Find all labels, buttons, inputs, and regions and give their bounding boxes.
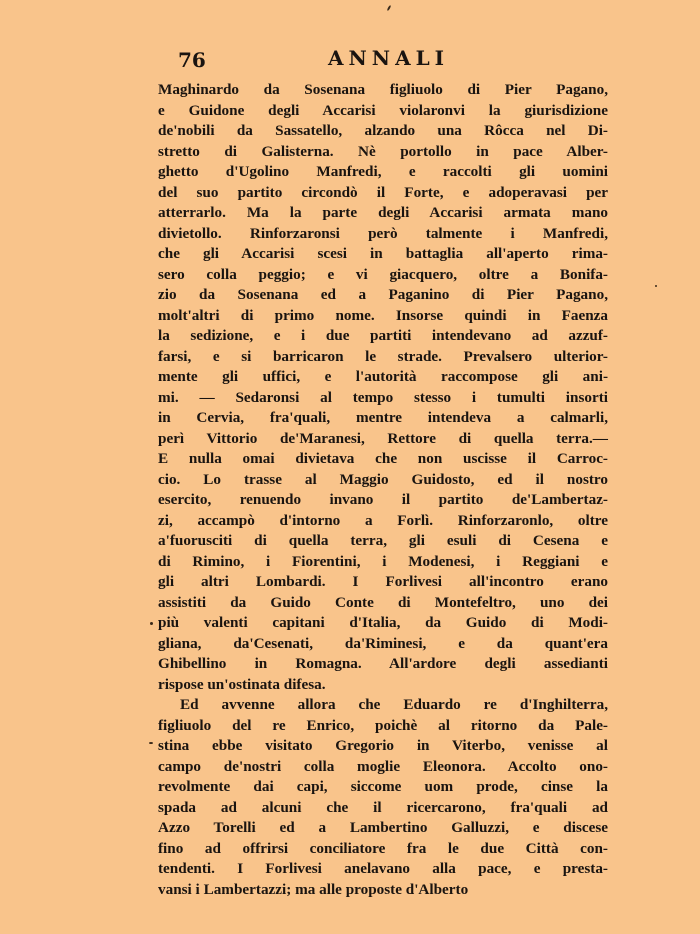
text-line: perì Vittorio de'Maranesi, Rettore di quella terra.— <box>158 429 608 447</box>
ink-speck <box>655 285 657 287</box>
ink-speck <box>149 742 153 744</box>
text-line: zio da Sosenana ed a Paganino di Pier Pagano, <box>158 286 608 303</box>
text-line: vansi i Lambertazzi; ma alle proposte d'Alberto <box>158 880 469 898</box>
text-line: figliuolo del re Enrico, poichè al ritorno da Pale- <box>158 716 608 734</box>
page-number: 76 <box>178 48 206 72</box>
text-line: in Cervia, fra'quali, mentre intendeva a calmarli, <box>158 409 608 426</box>
text-line: stretto di Galisterna. Nè portollo in pace Alber- <box>158 142 608 160</box>
text-line: più valenti capitani d'Italia, da Guido di Modi- <box>158 614 608 631</box>
text-line: Azzo Torelli ed a Lambertino Galluzzi, e discese <box>158 819 608 836</box>
text-line: campo de'nostri colla moglie Eleonora. Accolto ono- <box>158 757 608 775</box>
text-line: fino ad offrirsi conciliatore fra le due Città con- <box>158 839 608 857</box>
text-line: de'nobili da Sassatello, alzando una Rôcca nel Di- <box>158 122 608 139</box>
text-line: assistiti da Guido Conte di Montefeltro, uno dei <box>158 593 608 611</box>
body-text <box>158 80 608 900</box>
running-title: ANNALI <box>328 46 450 70</box>
text-line: divietollo. Rinforzaronsi però talmente i Manfredi, <box>158 224 608 242</box>
ink-speck <box>150 622 153 625</box>
text-line: Ghibellino in Romagna. All'ardore degli assedianti <box>158 655 608 672</box>
text-line: gliana, da'Cesenati, da'Riminesi, e da quant'era <box>158 634 608 652</box>
text-line: spada ad alcuni che il ricercarono, fra'quali ad <box>158 798 608 816</box>
text-line: Maghinardo da Sosenana figliuolo di Pier Pagano, <box>158 81 608 98</box>
text-line: sero colla peggio; e vi giacquero, oltre a Bonifa- <box>158 265 608 283</box>
text-line: revolmente dai capi, siccome uom prode, cinse la <box>158 778 608 795</box>
text-line: Ed avvenne allora che Eduardo re d'Inghilterra, <box>180 696 608 713</box>
ink-speck <box>387 5 392 11</box>
text-line: la sedizione, e i due partiti intendevano ad azzuf- <box>158 327 608 344</box>
text-line: mi. — Sedaronsi al tempo stesso i tumulti insorti <box>158 388 608 406</box>
page-header <box>158 44 608 74</box>
text-line: stina ebbe visitato Gregorio in Viterbo, venisse al <box>158 737 608 754</box>
text-line: farsi, e si barricaron le strade. Prevalsero ulterior- <box>158 347 608 365</box>
text-line: cio. Lo trasse al Maggio Guidosto, ed il nostro <box>158 470 608 488</box>
text-line: mente gli uffici, e l'autorità raccompose gli ani- <box>158 368 608 385</box>
text-line: a'fuorusciti di quella terra, gli esuli di Cesena e <box>158 532 608 549</box>
text-line: atterrarlo. Ma la parte degli Accarisi armata mano <box>158 204 608 221</box>
text-line: molt'altri di primo nome. Insorse quindi in Faenza <box>158 306 608 324</box>
text-line: rispose un'ostinata difesa. <box>158 675 326 693</box>
text-line: del suo partito circondò il Forte, e adoperavasi per <box>158 183 608 201</box>
text-line: E nulla omai divietava che non uscisse il Carroc- <box>158 450 608 467</box>
text-line: e Guidone degli Accarisi violaronvi la giurisdizione <box>158 101 608 119</box>
text-line: esercito, renuendo invano il partito de'Lambertaz- <box>158 491 608 508</box>
text-line: gli altri Lombardi. I Forlivesi all'incontro erano <box>158 573 608 590</box>
text-line: di Rimino, i Fiorentini, i Modenesi, i Reggiani e <box>158 552 608 570</box>
text-line: tendenti. I Forlivesi anelavano alla pace, e presta- <box>158 860 608 877</box>
text-line: zi, accampò d'intorno a Forlì. Rinforzaronlo, oltre <box>158 511 608 529</box>
text-line: che gli Accarisi scesi in battaglia all'aperto rima- <box>158 245 608 262</box>
text-line: ghetto d'Ugolino Manfredi, e raccolti gli uomini <box>158 163 608 180</box>
